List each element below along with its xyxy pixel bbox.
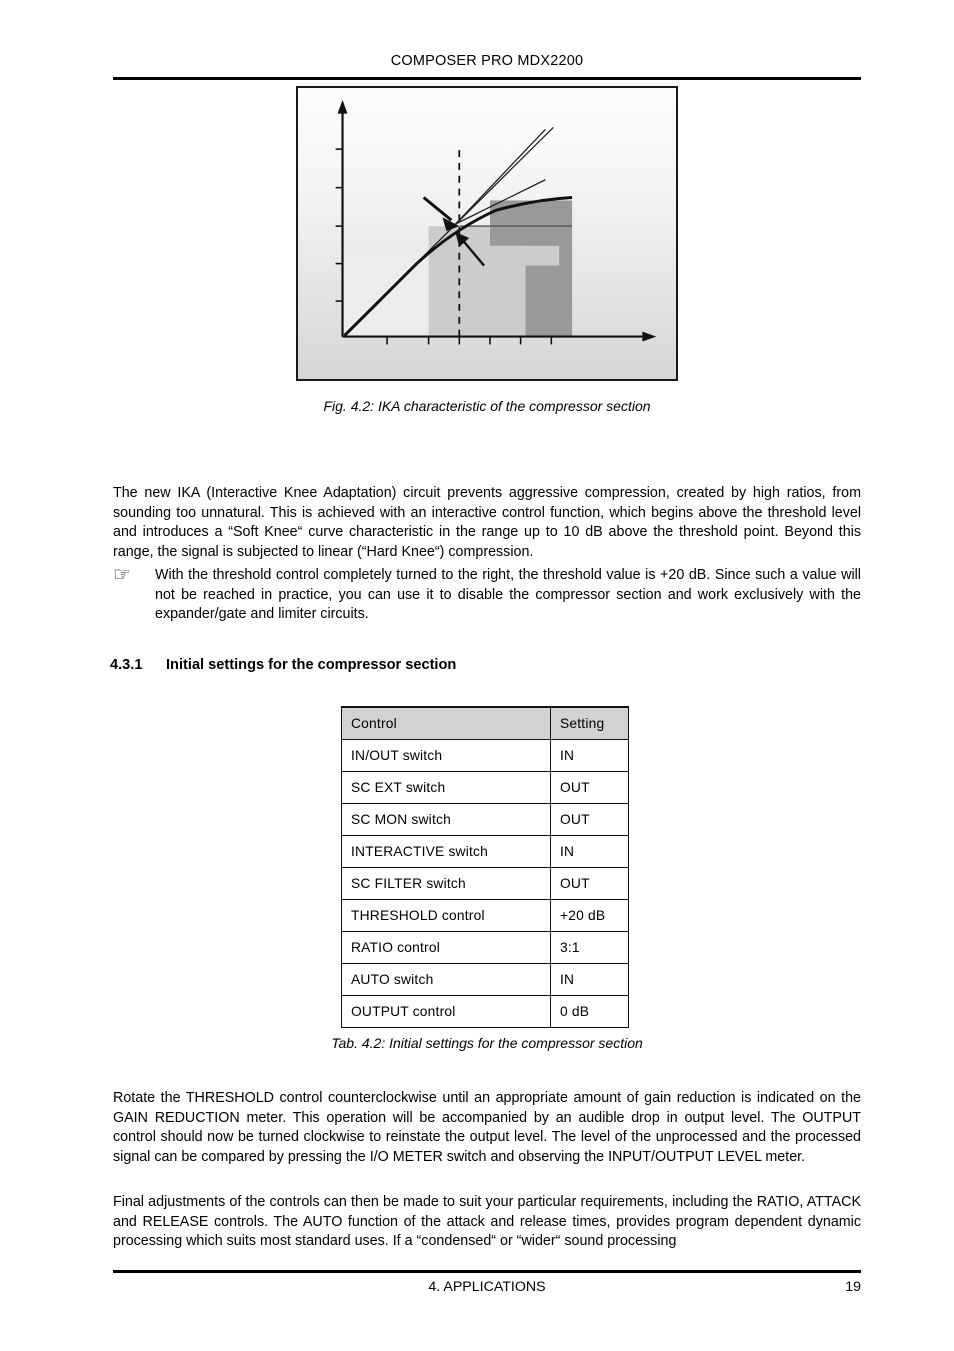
column-header-setting: Setting [551, 707, 629, 740]
cell-setting: OUT [551, 804, 629, 836]
table-row [342, 740, 629, 772]
cell-setting: IN [551, 964, 629, 996]
cell-setting: 3:1 [551, 932, 629, 964]
figure-caption: Fig. 4.2: IKA characteristic of the compressor section [323, 398, 651, 414]
footer-page-number: 19 [845, 1279, 861, 1295]
table-row [342, 772, 629, 804]
table-caption: Tab. 4.2: Initial settings for the compressor section [331, 1035, 643, 1051]
paragraph-threshold-procedure: Rotate the THRESHOLD control counterclockwise until an appropriate amount of gain reduction is indicated on the GAIN REDUCTION meter. This operation will be accompanied by an audible drop in output level. The OUTPUT control should now be turned clockwise to reinstate the output level. The level of the unprocessed and the processed signal can be compared by pressing the I/O METER switch and observing the INPUT/OUTPUT LEVEL meter. [113, 1090, 861, 1165]
table-row [342, 836, 629, 868]
cell-control: RATIO control [342, 932, 551, 964]
table-row [342, 868, 629, 900]
annotation-arrow-upper [424, 197, 460, 231]
section-heading [110, 657, 456, 673]
table-row [342, 900, 629, 932]
initial-settings-table [341, 706, 629, 1028]
cell-control: AUTO switch [342, 964, 551, 996]
cell-setting: 0 dB [551, 996, 629, 1028]
table-row [342, 804, 629, 836]
table-row [342, 932, 629, 964]
footer-chapter: 4. APPLICATIONS [428, 1279, 546, 1295]
page-header-title: COMPOSER PRO MDX2200 [390, 53, 584, 69]
header-divider [113, 77, 861, 80]
paragraph-ika-description: The new IKA (Interactive Knee Adaptation) circuit prevents aggressive compression, created by high ratios, from sounding too unnatural. This is achieved with an interactive control function, which begins above the threshold level and introduces a “Soft Knee“ curve characteristic in the range up to 10 dB above the threshold point. Beyond this range, the signal is subjected to linear (“Hard Knee“) compression. [113, 485, 861, 560]
cell-setting: IN [551, 740, 629, 772]
figure-ika-characteristic [296, 86, 678, 381]
pointing-hand-icon: ☞ [113, 564, 131, 586]
cell-setting: +20 dB [551, 900, 629, 932]
paragraph-final-adjustments: Final adjustments of the controls can then be made to suit your particular requirements, including the RATIO, ATTACK and RELEASE controls. The AUTO function of the attack and release times, provides program dependent dynamic processing which suits most standard uses. If a “condensed“ or “wider“ sound processing [113, 1194, 861, 1250]
cell-control: OUTPUT control [342, 996, 551, 1028]
region-notch-arm [490, 246, 559, 266]
cell-setting: OUT [551, 868, 629, 900]
x-axis-arrow-icon [642, 332, 656, 342]
cell-control: SC MON switch [342, 804, 551, 836]
ika-chart-svg [298, 88, 676, 379]
note-text: With the threshold control completely turned to the right, the threshold value is +20 dB. Since such a value will not be reached in practice, you can use it to disable the compressor section and work exclusively with the expander/gate and limiter circuits. [155, 567, 861, 623]
cell-control: SC FILTER switch [342, 868, 551, 900]
section-title: Initial settings for the compressor section [166, 657, 457, 673]
table-header-row [342, 707, 629, 740]
column-header-control: Control [342, 707, 551, 740]
cell-setting: IN [551, 836, 629, 868]
cell-setting: OUT [551, 772, 629, 804]
cell-control: IN/OUT switch [342, 740, 551, 772]
cell-control: SC EXT switch [342, 772, 551, 804]
section-number: 4.3.1 [110, 657, 143, 673]
note-block [113, 566, 861, 625]
table-row [342, 964, 629, 996]
cell-control: THRESHOLD control [342, 900, 551, 932]
footer-divider [113, 1270, 861, 1273]
cell-control: INTERACTIVE switch [342, 836, 551, 868]
y-axis-arrow-icon [338, 100, 348, 114]
table-row [342, 996, 629, 1028]
